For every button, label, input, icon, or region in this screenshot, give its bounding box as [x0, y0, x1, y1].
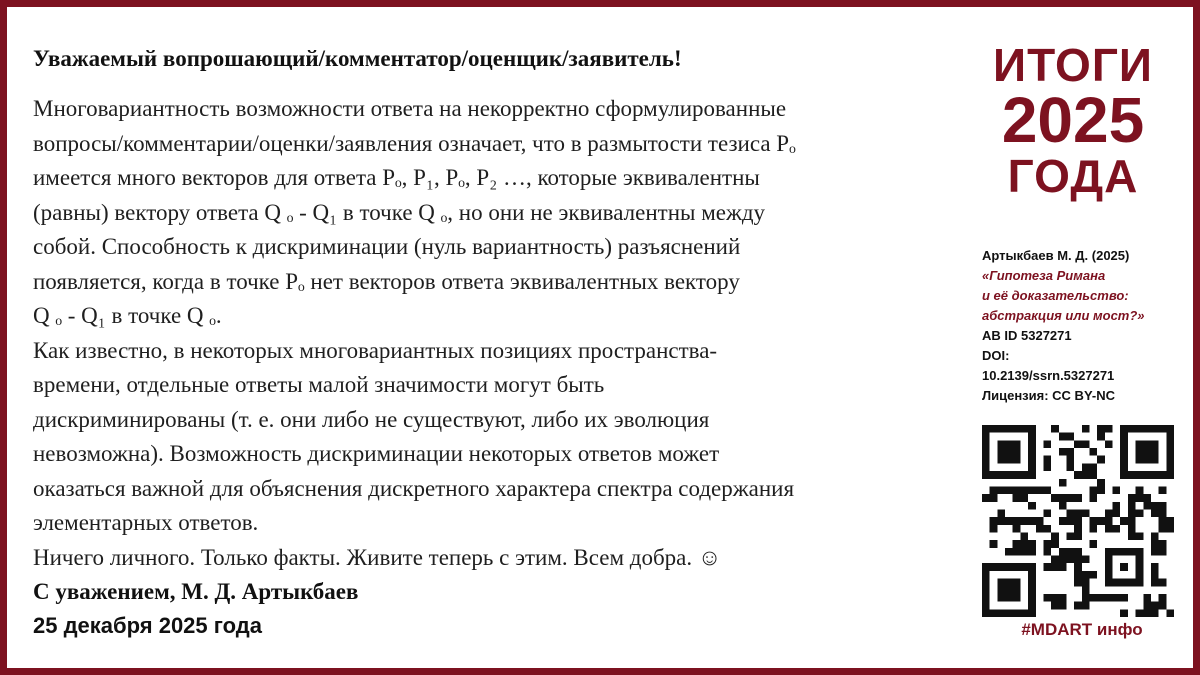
text-line: дискриминированы (т. е. они либо не существуют, либо их эволюция: [33, 406, 710, 432]
side-title: [962, 40, 1184, 202]
letter-body: [33, 42, 933, 643]
text-line: появляется, когда в точке Pₒ нет векторов ответа эквивалентных вектору: [33, 268, 740, 294]
letter-paragraph-1: [33, 92, 933, 334]
text-line: оказаться важной для объяснения дискретного характера спектра содержания: [33, 475, 795, 501]
ref-work-line: абстракция или мост?»: [982, 308, 1145, 323]
letter-paragraph-2: [33, 334, 933, 541]
text-line: Как известно, в некоторых многовариантных позициях пространства-: [33, 337, 718, 363]
ref-author: Артыкбаев М. Д. (2025): [982, 248, 1130, 263]
qr-code-icon[interactable]: [980, 425, 1176, 617]
ref-work-line: «Гипотеза Римана: [982, 268, 1106, 283]
ref-id: AB ID 5327271: [982, 328, 1072, 343]
ref-work-line: и её доказательство:: [982, 288, 1129, 303]
text-line: собой. Способность к дискриминации (нуль вариантность) разъяснений: [33, 234, 741, 259]
text-line: (равны) вектору ответа Q ₒ - Q₁ в точке Q ₒ, но они не эквивалентны между: [33, 199, 766, 225]
text-line: Q ₒ - Q₁ в точке Q ₒ.: [33, 303, 222, 328]
text-line: Ничего личного. Только факты. Живите теперь с этим. Всем добра. ☺: [33, 544, 722, 570]
footer-tag: #MDART инфо: [1021, 620, 1143, 639]
reference-block: [982, 246, 1184, 406]
text-line: Многовариантность возможности ответа на некорректно сформулированные: [33, 96, 787, 121]
letter-greeting: Уважаемый вопрошающий/комментатор/оценщик/заявитель!: [33, 46, 682, 71]
text-line: имеется много векторов для ответа Pₒ, P₁, Pₒ, P₂ …, которые эквивалентны: [33, 165, 760, 190]
text-line: элементарных ответов.: [33, 510, 259, 535]
side-panel: [962, 40, 1184, 406]
ref-license: Лицензия: CC BY-NC: [982, 388, 1116, 403]
title-line-1: ИТОГИ: [993, 39, 1153, 91]
ref-doi: 10.2139/ssrn.5327271: [982, 368, 1115, 383]
letter-date: 25 декабря 2025 года: [33, 613, 262, 638]
ref-doi-label: DOI:: [982, 348, 1010, 363]
letter-signature: С уважением, М. Д. Артыкбаев: [33, 579, 359, 604]
text-line: невозможна). Возможность дискриминации некоторых ответов может: [33, 441, 720, 466]
text-line: времени, отдельные ответы малой значимости могут быть: [33, 372, 605, 397]
title-line-2: 2025: [1001, 84, 1145, 156]
title-line-3: ГОДА: [1007, 150, 1139, 202]
letter-closing: [33, 541, 933, 576]
text-line: вопросы/комментарии/оценки/заявления означает, что в размытости тезиса Pₒ: [33, 130, 796, 156]
